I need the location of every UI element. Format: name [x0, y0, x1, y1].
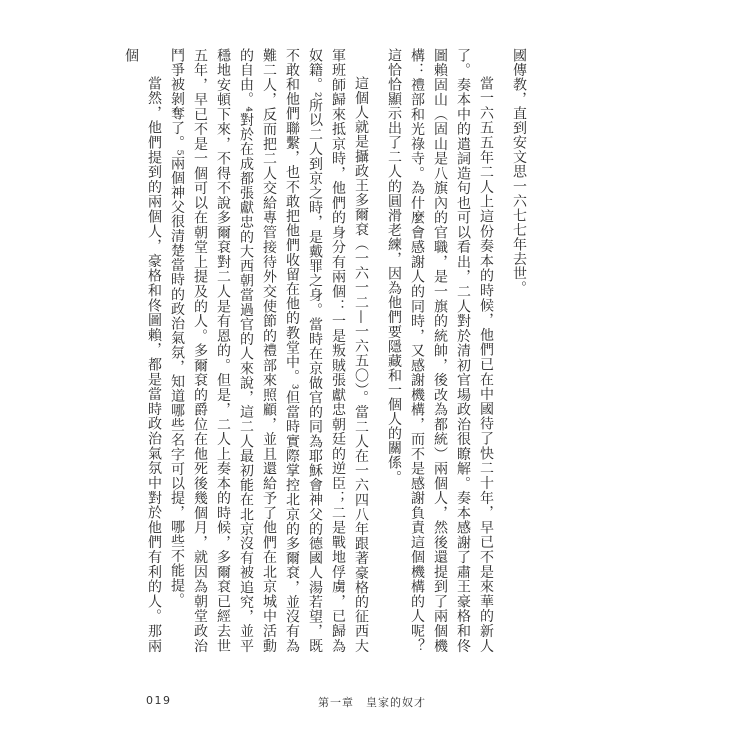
paragraph-3: 這個人就是攝政王多爾袞（一六一二—一六五〇）。當二人在一六四八年跟著豪格的征西大軍班師歸來抵京時，他們的身分有兩個：一是叛賊張獻忠朝廷的逆臣；二是戰地俘虜，已歸為奴籍。²所以二人到京之時，是戴罪之身。當時在京做官的同為耶穌會神父的德國人湯若望，既不敢和他們聯繫，也不敢把他們收留在他的教堂中。³但當時實際掌控北京的多爾袞，並沒有為難二人，反而把二人交給專管接待外交使節的禮部來照顧，並且還給予了他們在北京城中活動的自由。⁴對於在成都張獻忠的大西朝當過官的人來說，這二人最初能在北京沒有被追究，並平穩地安頓下來，不得不說多爾袞對二人是有恩的。但是，二人上奏本的時候，多爾袞已經去世五年，早已不是一個可以在朝堂上提及的人。多爾袞的爵位在他死後幾個月，就因為朝堂政治鬥爭被剝奪了。⁵兩個神父很清楚當時的政治氣氛，知道哪些名字可以提，哪些不能提。 [169, 48, 369, 653]
paragraph-1: 國傳教，直到安文思一六七七年去世。 [511, 48, 527, 296]
vertical-text-body [123, 48, 540, 653]
page-number: 019 [146, 694, 172, 707]
paragraph-4: 當然，他們提到的兩個人，豪格和佟圖賴，都是當時政治氣氛中對於他們有利的人。那兩個 [123, 48, 162, 653]
running-footer-chapter: 第一章 皇家的奴才 [318, 696, 426, 709]
paragraph-2: 當一六五五年二人上這份奏本的時候，他們已在中國待了快二十年，早已不是來華的新人了。奏本中的遣詞造句也可以看出，二人對於清初官場政治很瞭解。奏本感謝了肅王豪格和佟圖賴固山（固山是八旗內的官職，是一旗的統帥，後改為都統）兩個人，然後還提到了兩個機構：禮部和光祿寺。為什麼會感謝人的同時，又感謝機構，而不是感謝負責這個機構的人呢？這恰恰顯示出了二人的圓滑老練，因為他們要隱藏和一個人的關係。 [386, 48, 494, 653]
